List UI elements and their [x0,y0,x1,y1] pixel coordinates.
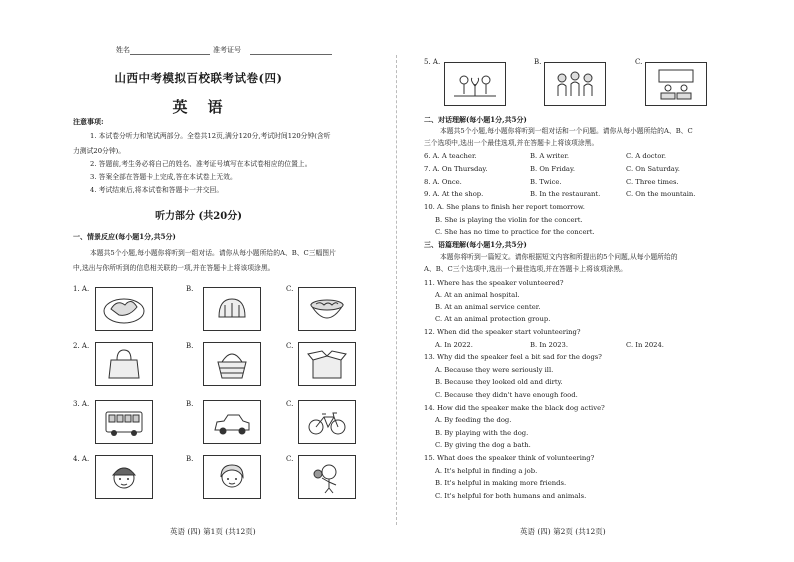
note-item-3: 3. 答案全部在答题卡上完成,答在本试卷上无效。 [90,173,237,181]
exam-id-label: 准考证号 [213,46,241,54]
girl-icon [203,455,261,499]
box-icon [298,342,356,386]
q13-option-c: C. Because they didn't have enough food. [435,391,578,399]
bread-icon [203,287,261,331]
car-icon [203,400,261,444]
q15-option-c: C. It's helpful for both humans and animals. [435,492,587,500]
planting-icon [444,62,506,106]
footer-page-1: 英语 (四) 第1页 (共12页) [170,527,256,536]
section2-instructions-2: 三个选项中,选出一个最佳选项,并在答题卡上将该项涂黑。 [424,139,599,147]
note-item-4: 4. 考试结束后,将本试卷和答题卡一并交回。 [90,186,224,194]
q11-option-b: B. At an animal service center. [435,303,541,311]
girl-ball-icon [298,455,356,499]
q13-stem: 13. Why did the speaker feel a bit sad for the dogs? [424,353,602,361]
q13-option-a: A. Because they were seriously ill. [435,366,554,374]
q9-option-b: B. In the restaurant. [530,190,601,198]
section1-instructions-2: 中,选出与你所听到的信息相关联的一项,并在答题卡上将该项涂黑。 [73,264,275,272]
q8-option-b: B. Twice. [530,178,562,186]
girl-hat-icon [95,455,153,499]
section3-heading: 三、语篇理解(每小题1分,共5分) [424,240,527,249]
q9-option-a: 9. A. At the shop. [424,190,484,198]
listening-part-title: 听力部分 (共20分) [155,211,242,222]
note-item-1-cont: 力测试20分钟)。 [73,147,126,155]
section2-heading: 二、对话理解(每小题1分,共5分) [424,115,527,124]
q13-option-b: B. Because they looked old and dirty. [435,378,563,386]
q10-option-a: 10. A. She plans to finish her report tomorrow. [424,203,585,211]
volunteers-icon [544,62,606,106]
q10-option-c: C. She has no time to practice for the concert. [435,228,595,236]
q3-b-label: B. [186,400,194,408]
exam-title: 山西中考模拟百校联考试卷(四) [114,71,283,85]
note-item-2: 2. 答题前,考生务必将自己的姓名、准考证号填写在本试卷相应的位置上。 [90,160,312,168]
q6-option-a: 6. A. A teacher. [424,152,477,160]
q1-b-label: B. [186,285,194,293]
basket-icon [203,342,261,386]
q12-stem: 12. When did the speaker start volunteering? [424,328,581,336]
q7-option-a: 7. A. On Thursday. [424,165,488,173]
q14-option-a: A. By feeding the dog. [435,416,512,424]
exam-id-field-line [250,54,332,55]
q11-stem: 11. Where has the speaker volunteered? [424,279,564,287]
q7-option-b: B. On Friday. [530,165,576,173]
right-page [397,0,794,562]
q5-a-label: 5. A. [424,58,441,66]
classroom-icon [645,62,707,106]
name-label: 姓名 [116,46,130,54]
noodles-icon [298,287,356,331]
q5-c-label: C. [635,58,643,66]
section1-instructions-1: 本题共5个小题,每小题你将听到一组对话。请你从每小题所给的A、B、C三幅图片 [90,249,336,257]
note-item-1: 1. 本试卷分听力和笔试两部分。全卷共12页,满分120分,考试时间120分钟(含听 [90,132,331,140]
subject-title: 英语 [172,98,243,116]
q9-option-c: C. On the mountain. [626,190,696,198]
section3-instructions-2: A、B、C三个选项中,选出一个最佳选项,并在答题卡上将该项涂黑。 [424,265,627,273]
dumplings-icon [95,287,153,331]
name-field-line [130,54,210,55]
q12-option-c: C. In 2024. [626,341,664,349]
q4-c-label: C. [286,455,294,463]
q8-option-a: 8. A. Once. [424,178,462,186]
q14-option-b: B. By playing with the dog. [435,429,529,437]
bicycle-icon [298,400,356,444]
footer-page-2: 英语 (四) 第2页 (共12页) [520,527,606,536]
q7-option-c: C. On Saturday. [626,165,680,173]
q10-option-b: B. She is playing the violin for the concert. [435,216,583,224]
q3-a-label: 3. A. [73,400,90,408]
q2-b-label: B. [186,342,194,350]
section2-instructions-1: 本题共5个小题,每小题你将听到一组对话和一个问题。请你从每小题所给的A、B、C [440,127,693,135]
q14-stem: 14. How did the speaker make the black dog active? [424,404,605,412]
q3-c-label: C. [286,400,294,408]
q6-option-b: B. A writer. [530,152,570,160]
q15-option-a: A. It's helpful in finding a job. [435,467,538,475]
q1-a-label: 1. A. [73,285,90,293]
q15-stem: 15. What does the speaker think of volunteering? [424,454,595,462]
q4-b-label: B. [186,455,194,463]
q11-option-c: C. At an animal protection group. [435,315,551,323]
section1-heading: 一、情景反应(每小题1分,共5分) [73,232,176,241]
q2-a-label: 2. A. [73,342,90,350]
q5-b-label: B. [534,58,542,66]
q15-option-b: B. It's helpful in making more friends. [435,479,567,487]
q6-option-c: C. A doctor. [626,152,667,160]
q11-option-a: A. At an animal hospital. [435,291,520,299]
q1-c-label: C. [286,285,294,293]
q14-option-c: C. By giving the dog a bath. [435,441,531,449]
q8-option-c: C. Three times. [626,178,679,186]
notes-heading: 注意事项: [73,117,104,126]
q12-option-a: A. In 2022. [435,341,473,349]
q2-c-label: C. [286,342,294,350]
handbag-icon [95,342,153,386]
q12-option-b: B. In 2023. [530,341,568,349]
q4-a-label: 4. A. [73,455,90,463]
section3-instructions-1: 本题你将听到一篇短文。请你根据短文内容和所提出的5个问题,从每小题所给的 [440,253,678,261]
bus-icon [95,400,153,444]
